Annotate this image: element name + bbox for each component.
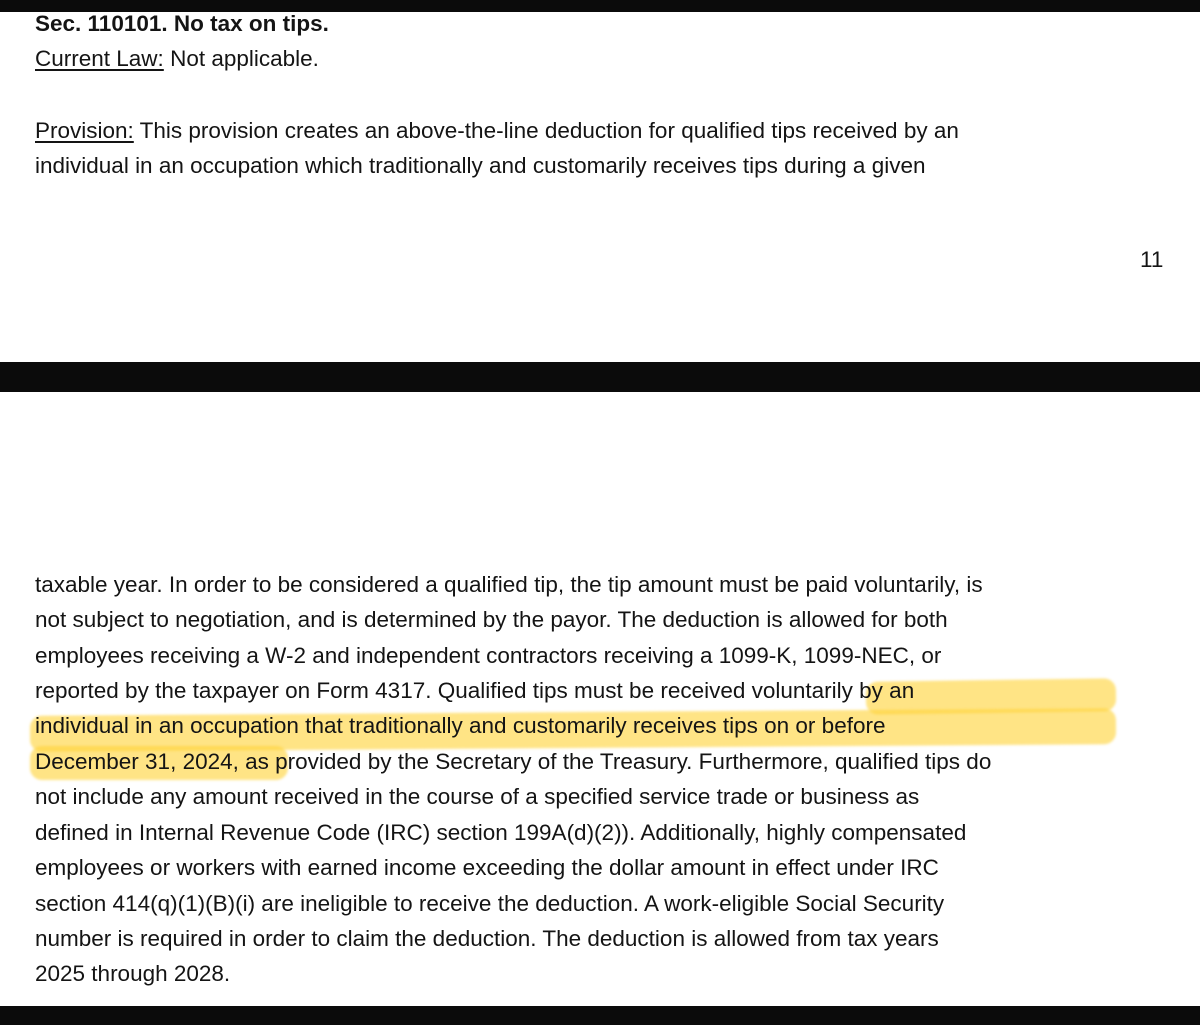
current-law-text: Not applicable. <box>163 46 319 71</box>
body-line: reported by the taxpayer on Form 4317. Qualified tips must be received voluntarily by an <box>35 678 915 703</box>
provision-line-1 <box>35 116 959 146</box>
body-line: number is required in order to claim the deduction. The deduction is allowed from tax years <box>35 926 939 951</box>
page-number: 11 <box>1140 247 1164 272</box>
body-line: defined in Internal Revenue Code (IRC) section 199A(d)(2)). Additionally, highly compensated <box>35 820 967 845</box>
body-line: 2025 through 2028. <box>35 961 231 986</box>
body-line: employees or workers with earned income exceeding the dollar amount in effect under IRC <box>35 855 939 880</box>
body-line: individual in an occupation that traditionally and customarily receives tips on or before <box>35 713 886 738</box>
body-line: taxable year. In order to be considered a qualified tip, the tip amount must be paid voluntarily, is <box>35 572 983 597</box>
section-heading: Sec. 110101. No tax on tips. <box>35 11 329 36</box>
body-line: not include any amount received in the course of a specified service trade or business as <box>35 784 920 809</box>
page-break-bar <box>0 362 1200 392</box>
body-line: section 414(q)(1)(B)(i) are ineligible to receive the deduction. A work-eligible Social Security <box>35 891 945 916</box>
body-line: not subject to negotiation, and is determined by the payor. The deduction is allowed for both <box>35 607 948 632</box>
body-line: employees receiving a W-2 and independent contractors receiving a 1099-K, 1099-NEC, or <box>35 643 942 668</box>
current-law-label: Current Law: <box>35 46 164 71</box>
current-law-line <box>35 44 319 74</box>
provision-text-1: This provision creates an above-the-line deduction for qualified tips received by an <box>133 118 959 143</box>
provision-line-2: individual in an occupation which traditionally and customarily receives tips during a given <box>35 153 926 178</box>
provision-label: Provision: <box>35 118 134 143</box>
body-line: December 31, 2024, as provided by the Secretary of the Treasury. Furthermore, qualified tips do <box>35 749 992 774</box>
bottom-separator-bar <box>0 1006 1200 1025</box>
